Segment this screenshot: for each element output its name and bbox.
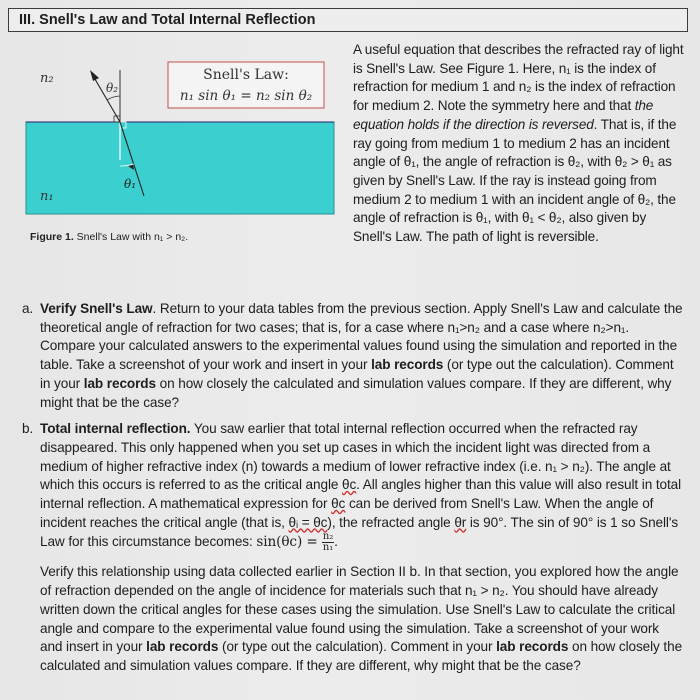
medium-1-region xyxy=(26,122,334,214)
intro-paragraph: A useful equation that describes the refracted ray of light is Snell's Law. See Figure 1. Here, n₁ is the index of refraction for medium 1 and n₂ is the index of refraction for medium 2. Note the symmetry here and that the equation holds if the direction is reversed. That is, if the ray going from medium 1 to medium 2 has an incident angle of θ₁, the angle of refraction is θ₂, with θ₂ > θ₁ as given by Snell's Law. If the ray is instead going from medium 2 to medium 1 with an incident angle of θ₂, the angle of refraction is θ₁, with θ₁ < θ₂, also given by Snell's Law. The path of light is reversible. xyxy=(353,42,684,245)
task-b xyxy=(22,420,684,553)
ray-arrow-top xyxy=(90,70,99,81)
task-a xyxy=(22,300,684,412)
intro-emphasis: the equation holds if the direction is reversed xyxy=(353,98,654,132)
task-b-verify-paragraph: Verify this relationship using data collected earlier in Section II b. In that section, you explored how the angle of refraction depended on the angle of incidence for materials such that n₁ > n₂. You should have already written down the critical angles for these cases using the simulation. Use Snell's Law to calculate the critical angle and compare to the experimental value found using the simulation. Take a screenshot of your work and insert in your lab records (or type out the calculation). Comment in your lab records on how closely the calculated and simulation values compare. If they are different, why might that be the case? xyxy=(40,564,683,673)
section-title: III. Snell's Law and Total Internal Reflection xyxy=(8,8,688,32)
box-equation: n₁ sin θ₁ = n₂ sin θ₂ xyxy=(179,88,313,104)
box-title: Snell's Law: xyxy=(203,67,289,83)
theta2-label: θ₂ xyxy=(106,81,119,95)
figure-caption: Figure 1. Snell's Law with n₁ > n₂. xyxy=(30,231,189,243)
n1-label: n₁ xyxy=(40,189,54,204)
task-a-text: Verify Snell's Law. Return to your data tables from the previous section. Apply Snell's Law and calculate the theoretical angle of refraction for two cases; that is, for a case where n₁>n₂ and a case where n₂>n₁. Compare your calculated answers to the experimental values found using the simulation and reported in the table. Take a screenshot of your work and insert in your lab records (or type out the calculation). Comment in your lab records on how closely the calculated and simulation values compare. If they are different, why might that be the case? xyxy=(40,301,683,410)
task-b-marker: b. xyxy=(22,421,34,437)
task-b-title: Total internal reflection. xyxy=(40,421,191,437)
task-b-text: Total internal reflection. You saw earlier that total internal reflection occurred when the refracted ray disappeared. This only happened when you set up cases in which the incident light was directed from a medium of higher refractive index (n) towards a medium of lower refractive index (i.e. n₁ > n₂). The angle at which this occurs is referred to as the critical angle θc. All angles higher than this value will also result in total internal reflection. A mathematical expression for θc can be derived from Snell's Law. When the angle of incident reaches the critical angle (that is, θᵢ = θc), the refracted angle θr is 90°. The sin of 90° is 1 so Snell's Law for this circumstance becomes: sin(θc) = $\frac{\text{n₂}}{\text{n₁}}$ . xyxy=(40,421,682,554)
task-a-marker: a. xyxy=(22,301,34,316)
snells-law-figure xyxy=(24,48,344,248)
ratio-fraction: $\frac{\text{n₂}}{\text{n₁}}$ xyxy=(322,531,334,554)
task-list xyxy=(22,300,684,676)
theta1-label: θ₁ xyxy=(124,177,137,191)
n2-label: n₂ xyxy=(40,71,54,86)
refraction-diagram xyxy=(24,48,344,248)
task-a-title: Verify Snell's Law xyxy=(40,301,153,316)
critical-angle-equation: sin(θc) = xyxy=(256,534,322,551)
